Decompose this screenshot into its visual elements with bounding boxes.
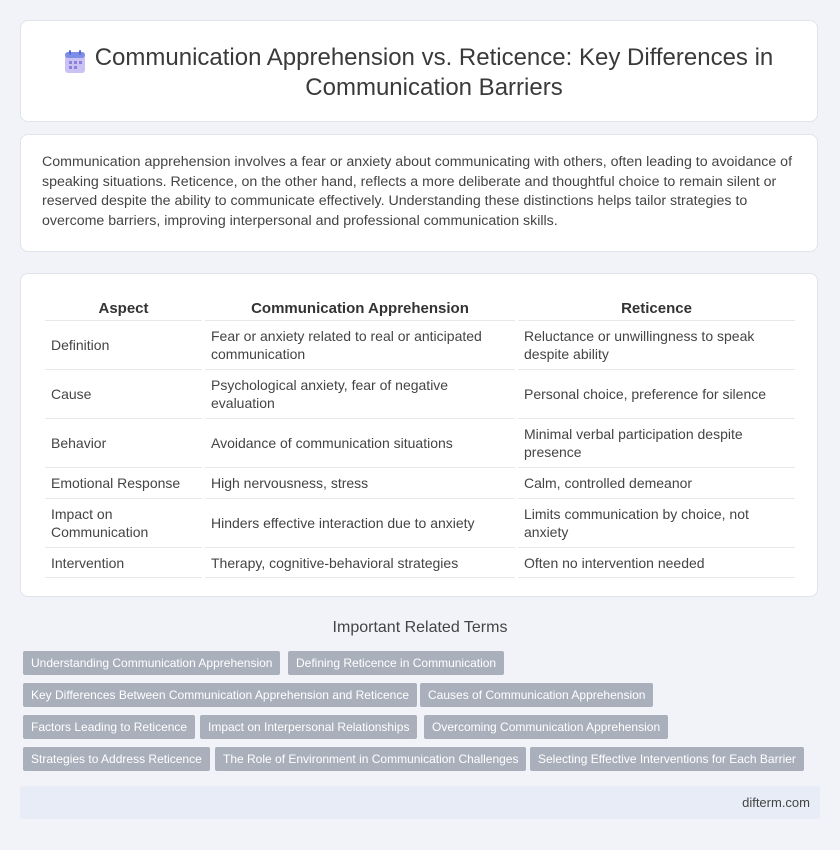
page-title: Communication Apprehension vs. Reticence: Key Differences in Communication Barriers bbox=[94, 44, 774, 101]
comparison-table bbox=[42, 296, 798, 578]
table-cell: Intervention bbox=[45, 547, 202, 578]
related-term-tag[interactable]: Strategies to Address Reticence bbox=[23, 747, 210, 771]
table-row bbox=[45, 418, 795, 467]
table-row bbox=[45, 498, 795, 547]
related-terms-heading: Important Related Terms bbox=[332, 619, 508, 636]
intro-paragraph: Communication apprehension involves a fear or anxiety about communicating with others, often leading to avoidance of speaking situations. Reticence, on the other hand, reflects a more deliberate and thoughtful choice to remain silent or reserved despite the ability to communicate effectively. Understanding these distinctions helps tailor strategies to overcome barriers, improving interpersonal and professional communication skills. bbox=[42, 154, 793, 229]
table-cell: Psychological anxiety, fear of negative evaluation bbox=[205, 369, 515, 418]
table-cell: Cause bbox=[45, 369, 202, 418]
table-cell: Minimal verbal participation despite presence bbox=[518, 418, 795, 467]
table-cell: Calm, controlled demeanor bbox=[518, 467, 795, 498]
comparison-table-card bbox=[20, 273, 818, 597]
table-cell: Therapy, cognitive-behavioral strategies bbox=[205, 547, 515, 578]
table-row bbox=[45, 320, 795, 369]
site-link[interactable]: difterm.com bbox=[742, 795, 810, 810]
table-header-row bbox=[45, 296, 795, 320]
intro-card bbox=[20, 134, 818, 252]
related-term-tag[interactable]: Defining Reticence in Communication bbox=[288, 651, 504, 675]
related-term-tag[interactable]: Understanding Communication Apprehension bbox=[23, 651, 280, 675]
table-row bbox=[45, 467, 795, 498]
related-term-tag[interactable]: Impact on Interpersonal Relationships bbox=[200, 715, 417, 739]
table-row bbox=[45, 547, 795, 578]
column-header-aspect: Aspect bbox=[98, 299, 149, 317]
table-cell: High nervousness, stress bbox=[205, 467, 515, 498]
table-cell: Fear or anxiety related to real or anticipated communication bbox=[205, 320, 515, 369]
table-cell: Avoidance of communication situations bbox=[205, 418, 515, 467]
table-cell: Definition bbox=[45, 320, 202, 369]
table-cell: Behavior bbox=[45, 418, 202, 467]
related-term-tag[interactable]: Overcoming Communication Apprehension bbox=[424, 715, 668, 739]
table-cell: Emotional Response bbox=[45, 467, 202, 498]
column-header-apprehension: Communication Apprehension bbox=[251, 299, 469, 317]
table-cell: Hinders effective interaction due to anxiety bbox=[205, 498, 515, 547]
related-term-tag[interactable]: The Role of Environment in Communication Challenges bbox=[215, 747, 526, 771]
table-row bbox=[45, 369, 795, 418]
related-term-tag[interactable]: Key Differences Between Communication Apprehension and Reticence bbox=[23, 683, 417, 707]
table-cell: Limits communication by choice, not anxiety bbox=[518, 498, 795, 547]
table-cell: Impact on Communication bbox=[45, 498, 202, 547]
footer bbox=[20, 786, 820, 819]
related-term-tag[interactable]: Causes of Communication Apprehension bbox=[420, 683, 653, 707]
related-term-tag[interactable]: Factors Leading to Reticence bbox=[23, 715, 195, 739]
related-term-tag[interactable]: Selecting Effective Interventions for Each Barrier bbox=[530, 747, 804, 771]
header-card bbox=[20, 20, 818, 122]
table-cell: Often no intervention needed bbox=[518, 547, 795, 578]
table-cell: Reluctance or unwillingness to speak despite ability bbox=[518, 320, 795, 369]
column-header-reticence: Reticence bbox=[621, 299, 692, 317]
table-cell: Personal choice, preference for silence bbox=[518, 369, 795, 418]
